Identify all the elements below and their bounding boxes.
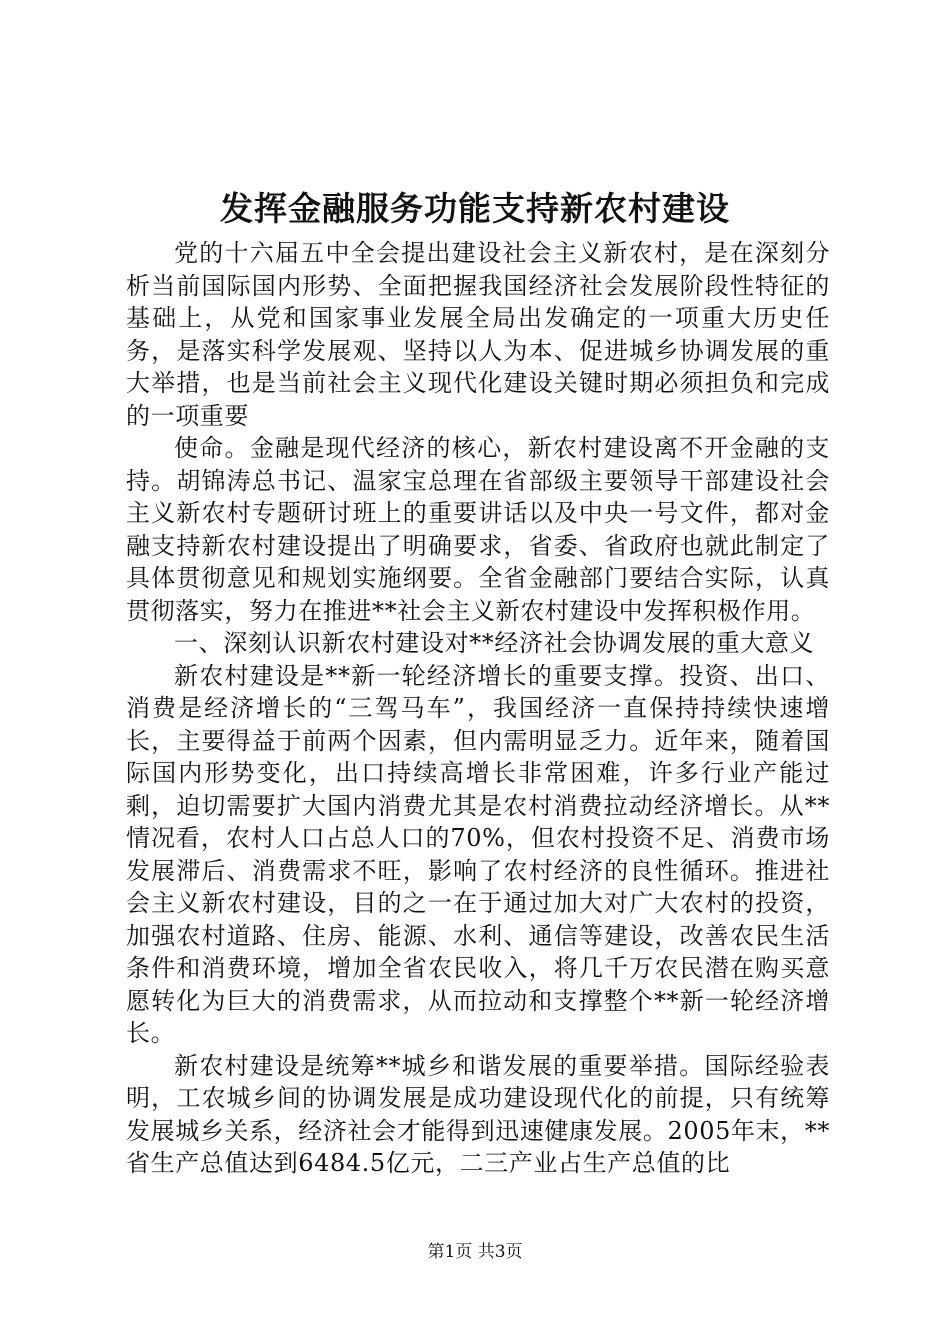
document-body	[126, 237, 830, 1180]
paragraph: 党的十六届五中全会提出建设社会主义新农村，是在深刻分析当前国际国内形势、全面把握我国经济社会发展阶段性特征的基础上，从党和国家事业发展全局出发确定的一项重大历史任务，是落实科学发展观、坚持以人为本、促进城乡协调发展的重大举措，也是当前社会主义现代化建设关键时期必须担负和完成的一项重要	[126, 239, 830, 430]
paragraph: 使命。金融是现代经济的核心，新农村建设离不开金融的支持。胡锦涛总书记、温家宝总理在省部级主要领导干部建设社会主义新农村专题研讨班上的重要讲话以及中央一号文件，都对金融支持新农村建设提出了明确要求，省委、省政府也就此制定了具体贯彻意见和规划实施纲要。全省金融部门要结合实际，认真贯彻落实，努力在推进**社会主义新农村建设中发挥积极作用。	[126, 434, 830, 625]
page-number: 第1页 共3页	[427, 1242, 523, 1262]
section-heading: 一、深刻认识新农村建设对**经济社会协调发展的重大意义	[174, 629, 815, 657]
paragraph: 新农村建设是统筹**城乡和谐发展的重要举措。国际经验表明，工农城乡间的协调发展是成功建设现代化的前提，只有统筹发展城乡关系，经济社会才能得到迅速健康发展。2005年末，**省生产总值达到6484.5亿元，二三产业占生产总值的比	[126, 1051, 830, 1177]
document-title: 发挥金融服务功能支持新农村建设	[220, 189, 730, 228]
paragraph: 新农村建设是**新一轮经济增长的重要支撑。投资、出口、消费是经济增长的“三驾马车”，我国经济一直保持持续快速增长，主要得益于前两个因素，但内需明显乏力。近年来，随着国际国内形势变化，出口持续高增长非常困难，许多行业产能过剩，迫切需要扩大国内消费尤其是农村消费拉动经济增长。从**情况看，农村人口占总人口的70%，但农村投资不足、消费市场发展滞后、消费需求不旺，影响了农村经济的良性循环。推进社会主义新农村建设，目的之一在于通过加大对广大农村的投资，加强农村道路、住房、能源、水利、通信等建设，改善农民生活条件和消费环境，增加全省农民收入，将几千万农民潜在购买意愿转化为巨大的消费需求，从而拉动和支撑整个**新一轮经济增长。	[126, 661, 830, 1047]
